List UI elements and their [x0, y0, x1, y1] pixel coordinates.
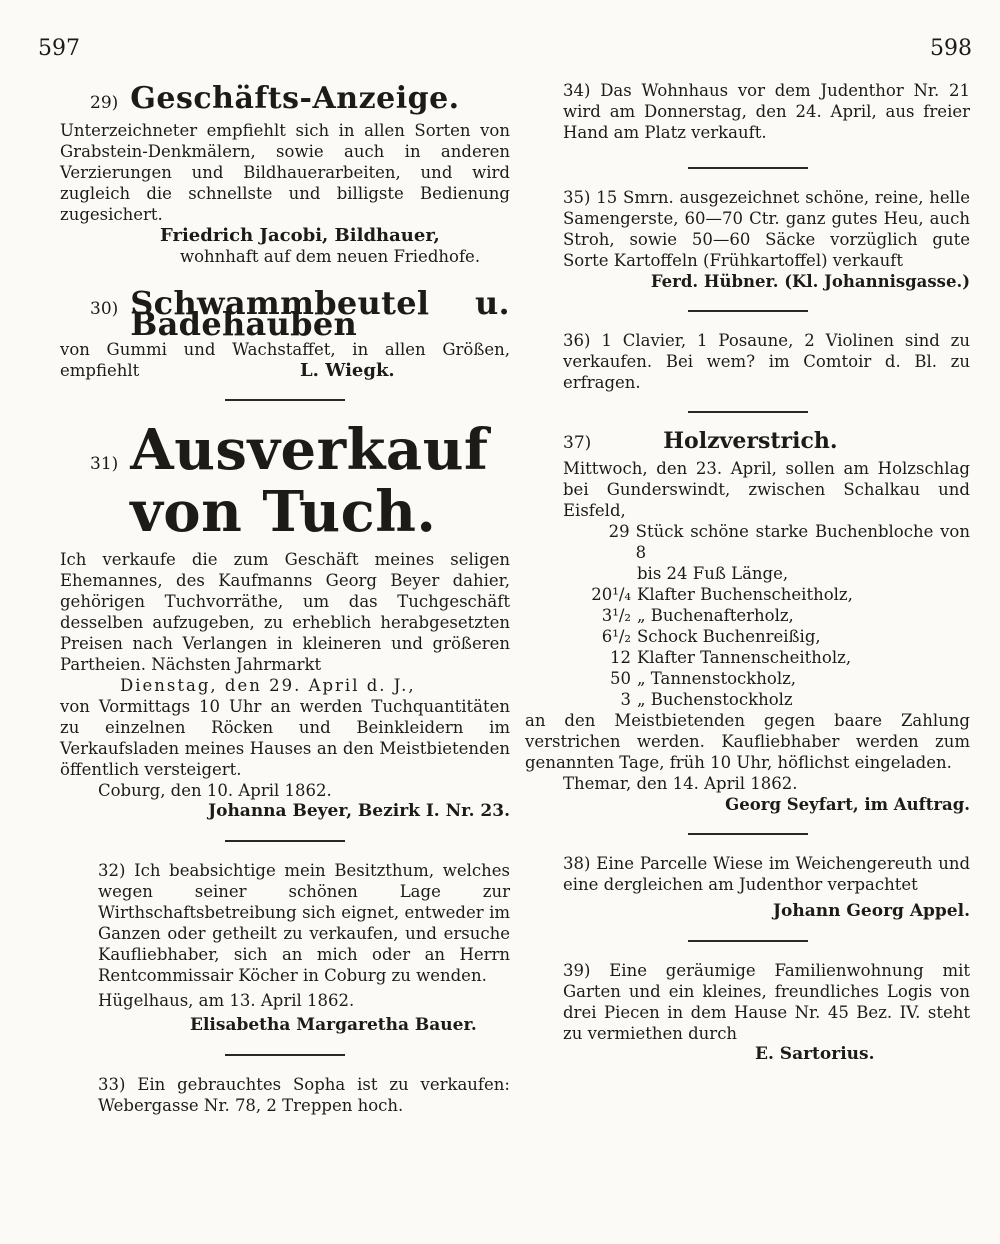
ad-heading: Holzverstrich.	[663, 428, 838, 454]
ad-32	[60, 860, 510, 1036]
lot-description: Stück schöne starke Buchenbloche von 8	[635, 522, 970, 562]
ad-body-wrap	[60, 1074, 510, 1116]
ad-number: 32)	[98, 861, 126, 880]
ad-31	[60, 419, 510, 822]
ad-body: von Gummi und Wachstaffet, in allen Größen, empfiehlt	[60, 340, 510, 380]
lot-quantity: 6¹/₂	[601, 627, 631, 646]
lot-description: Klafter Buchenscheitholz,	[637, 585, 853, 604]
ad-body: Ich beabsichtige mein Besitzthum, welches wegen seiner schönen Lage zur Wirthschaftsbetreibung sich eignet, entweder im Ganzen oder getheilt zu verkaufen, und ersuche Kaufliebhaber, sich an mich oder an Herrn Rentcommissair Köcher in Coburg zu wenden.	[98, 861, 510, 985]
ad-body: Mittwoch, den 23. April, sollen am Holzschlag bei Gunderswindt, zwischen Schalkau und Eisfeld,	[563, 459, 970, 520]
ad-body: 15 Smrn. ausgezeichnet schöne, reine, helle Samengerste, 60—70 Ctr. ganz gutes Heu, auch Stroh, sowie 50—60 Säcke vorzüglich gute Sorte Kartoffeln (Frühkartoffel) verkauft	[563, 188, 971, 270]
ad-signature: Friedrich Jacobi, Bildhauer,	[160, 225, 440, 246]
ad-body-wrap	[525, 80, 970, 143]
ad-number: 33)	[98, 1075, 126, 1094]
ad-38	[525, 853, 970, 922]
divider	[225, 840, 345, 842]
ad-signature: Elisabetha Margaretha Bauer.	[190, 1015, 477, 1035]
lot-description: „ Buchenstockholz	[637, 690, 793, 709]
ad-signature: Georg Seyfart, im Auftrag.	[725, 795, 970, 814]
divider	[688, 167, 808, 169]
ad-heading: Schwammbeutel u. Badehauben	[130, 284, 510, 343]
ad-place-date: Coburg, den 10. April 1862.	[98, 781, 332, 800]
ad-body: Das Wohnhaus vor dem Judenthor Nr. 21 wird am Donnerstag, den 24. April, aus freier Hand am Platz verkauft.	[563, 81, 970, 142]
lot-quantity: 3	[620, 690, 631, 709]
ad-place-date: Hügelhaus, am 13. April 1862.	[98, 991, 355, 1010]
ad-body-wrap	[525, 853, 970, 895]
ad-body-wrap	[60, 860, 510, 986]
ad-body-continued: an den Meistbietenden gegen baare Zahlung verstrichen werden. Kaufliebhaber werden zum genannten Tage, früh 10 Uhr, höflichst eingeladen.	[525, 711, 970, 772]
ad-number: 37)	[563, 433, 592, 453]
lot-item	[583, 563, 970, 584]
lot-item	[583, 647, 970, 668]
lot-description: „ Tannenstockholz,	[637, 669, 797, 688]
ad-number: 35)	[563, 188, 591, 207]
ad-35	[525, 187, 970, 292]
ad-signature: Ferd. Hübner. (Kl. Johannisgasse.)	[650, 272, 970, 291]
lot-list	[525, 521, 970, 710]
ad-heading: Geschäfts-Anzeige.	[130, 81, 460, 116]
lot-item	[583, 605, 970, 626]
divider	[688, 833, 808, 835]
lot-quantity	[583, 563, 637, 584]
ad-number: 29)	[90, 93, 119, 113]
ad-signature-detail: wohnhaft auf dem neuen Friedhofe.	[180, 247, 481, 266]
ad-number: 34)	[563, 81, 591, 100]
ad-body: Eine Parcelle Wiese im Weichengereuth und eine dergleichen am Judenthor verpachtet	[563, 854, 971, 894]
left-column	[60, 80, 510, 1124]
ad-34	[525, 80, 970, 143]
ad-signature: L. Wiegk.	[300, 360, 395, 381]
divider	[225, 1054, 345, 1056]
ad-number: 39)	[563, 961, 591, 980]
ad-body: Eine geräumige Familienwohnung mit Garten und ein kleines, freundliches Logis von drei Piecen in dem Hause Nr. 45 Bez. IV. steht zu vermiethen durch	[563, 961, 971, 1043]
divider	[688, 310, 808, 312]
ad-33	[60, 1074, 510, 1116]
ad-number: 36)	[563, 331, 591, 350]
ad-body-wrap	[525, 187, 970, 271]
lot-quantity: 50	[610, 669, 631, 688]
lot-quantity: 20¹/₄	[591, 585, 631, 604]
ad-body: Ein gebrauchtes Sopha ist zu verkaufen: Webergasse Nr. 78, 2 Treppen hoch.	[98, 1075, 510, 1115]
ad-signature: E. Sartorius.	[755, 1044, 875, 1064]
ad-body: Ich verkaufe die zum Geschäft meines seligen Ehemannes, des Kaufmanns Georg Beyer dahier, gehörigen Tuchvorräthe, um das Tuchgeschäft desselben aufzugeben, zu erheblich herabgesetzten Preisen nach Verlangen in kleineren und größeren Partheien. Nächsten Jahrmarkt	[60, 550, 510, 674]
ad-body: 1 Clavier, 1 Posaune, 2 Violinen sind zu verkaufen. Bei wem? im Comtoir d. Bl. zu erfragen.	[563, 331, 970, 392]
ad-signature: Johanna Beyer, Bezirk I. Nr. 23.	[208, 801, 510, 821]
lot-quantity: 12	[610, 648, 631, 667]
ad-30	[60, 284, 510, 381]
ad-37	[525, 428, 970, 815]
ad-body-continued: von Vormittags 10 Uhr an werden Tuchquantitäten zu einzelnen Röcken und Beinkleidern im Verkaufsladen meines Hauses an den Meistbietenden öffentlich versteigert.	[60, 697, 510, 779]
ad-body-wrap	[525, 330, 970, 393]
ad-body-wrap	[525, 960, 970, 1044]
lot-quantity: 29	[608, 522, 630, 541]
lot-description: Schock Buchenreißig,	[637, 627, 821, 646]
page-number-left: 597	[38, 36, 80, 61]
ad-body: Unterzeichneter empfiehlt sich in allen Sorten von Grabstein-Denkmälern, sowie auch in anderen Verzierungen und Bildhauerarbeiten, und wird zugleich die schnellste und billigste Bedienung zugesichert.	[60, 121, 510, 224]
page-number-right: 598	[930, 36, 972, 61]
lot-item	[583, 626, 970, 647]
right-column	[525, 80, 970, 1073]
ad-number: 38)	[563, 854, 591, 873]
ad-39	[525, 960, 970, 1065]
ad-number: 31)	[90, 454, 119, 474]
ad-36	[525, 330, 970, 393]
divider	[688, 411, 808, 413]
lot-description: bis 24 Fuß Länge,	[637, 564, 789, 583]
ad-29	[60, 81, 510, 267]
ad-heading: Ausverkauf von Tuch.	[130, 417, 489, 545]
lot-item	[583, 668, 970, 689]
lot-item	[583, 689, 970, 710]
ad-date-line: Dienstag, den 29. April d. J.,	[120, 676, 416, 695]
divider	[688, 940, 808, 942]
lot-item	[583, 584, 970, 605]
lot-item	[583, 521, 970, 563]
lot-quantity: 3¹/₂	[601, 606, 631, 625]
lot-description: Klafter Tannenscheitholz,	[637, 648, 852, 667]
ad-signature: Johann Georg Appel.	[773, 901, 970, 921]
ad-number: 30)	[90, 299, 119, 319]
divider	[225, 399, 345, 401]
lot-description: „ Buchenafterholz,	[637, 606, 794, 625]
ad-place-date: Themar, den 14. April 1862.	[563, 774, 798, 793]
